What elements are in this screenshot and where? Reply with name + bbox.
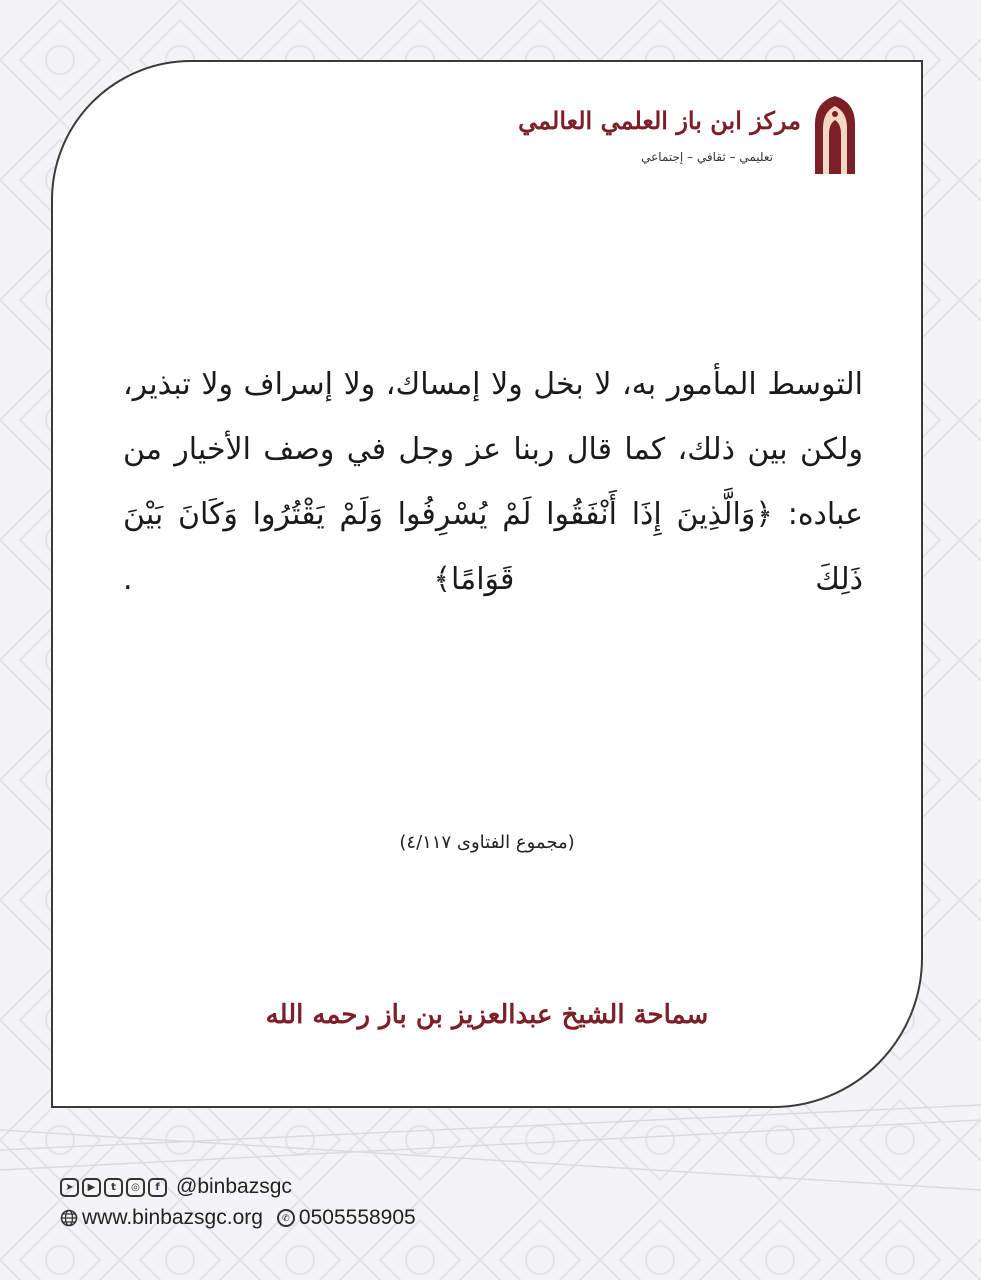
contact-row — [60, 1205, 416, 1231]
instagram-icon[interactable]: ◎ — [126, 1178, 145, 1197]
social-handle[interactable]: @binbazsgc — [176, 1175, 292, 1198]
quote-text: التوسط المأمور به، لا بخل ولا إمساك، ولا إسراف ولا تبذير، ولكن بين ذلك، كما قال ربنا عز وجل في وصف الأخيار من عباده: — [123, 367, 863, 532]
telegram-icon[interactable]: ➤ — [60, 1178, 79, 1197]
phone-number[interactable]: 0505558905 — [298, 1206, 416, 1229]
source-citation: (مجموع الفتاوى ٤/١١٧) — [399, 832, 575, 853]
quote-paragraph — [123, 352, 863, 612]
logo-tagline: تعليمي – ثقافي – إجتماعي — [641, 150, 773, 164]
youtube-icon[interactable]: ▶ — [82, 1178, 101, 1197]
globe-icon — [60, 1209, 78, 1227]
logo-title: مركز ابن باز العلمي العالمي — [518, 106, 801, 135]
facebook-icon[interactable]: f — [148, 1178, 167, 1197]
signature-calligraphy: سماحة الشيخ عبدالعزيز بن باز رحمه الله — [265, 1000, 709, 1030]
center-logo — [518, 94, 861, 214]
content-card — [51, 60, 923, 1108]
mosque-arch-icon — [809, 94, 861, 174]
twitter-icon[interactable]: t — [104, 1178, 123, 1197]
website-link[interactable]: www.binbazsgc.org — [82, 1206, 263, 1229]
whatsapp-icon: ✆ — [277, 1209, 295, 1227]
footer — [60, 1175, 416, 1231]
social-row — [60, 1175, 416, 1199]
quran-verse: ﴿وَالَّذِينَ إِذَا أَنْفَقُوا لَمْ يُسْرِفُوا وَلَمْ يَقْتُرُوا وَكَانَ بَيْنَ ذَلِكَ قَوَامًا﴾ — [123, 497, 863, 597]
quote-end: . — [123, 562, 133, 597]
